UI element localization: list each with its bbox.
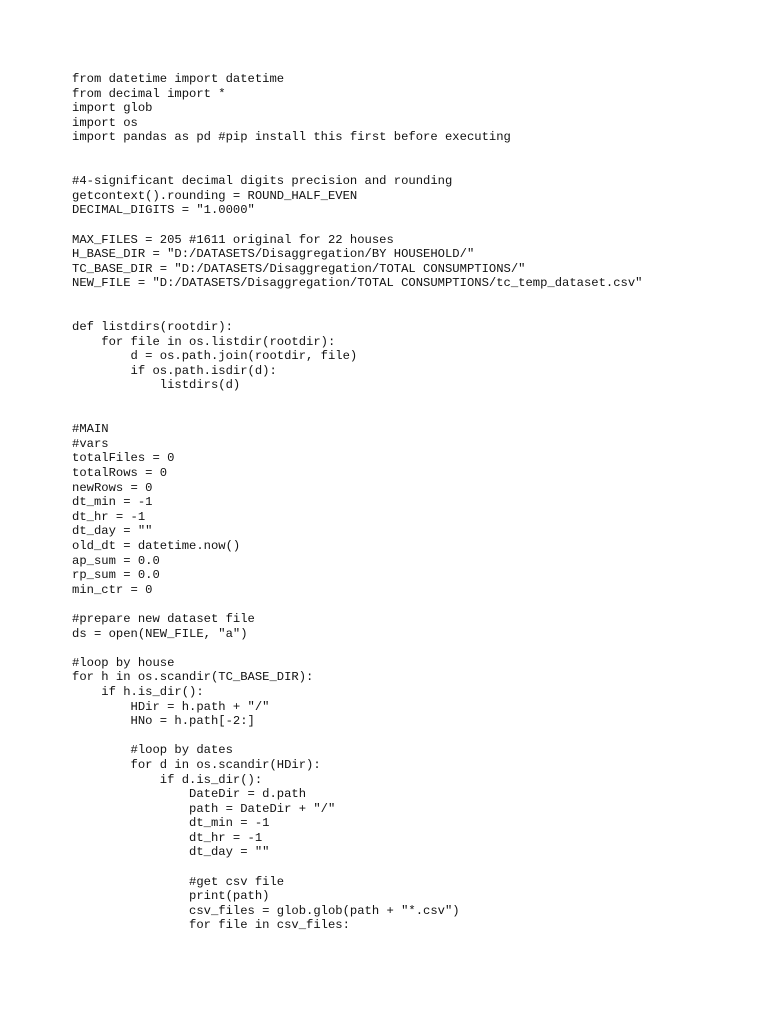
code-line: path = DateDir + "/" <box>72 801 336 816</box>
code-line: from datetime import datetime <box>72 72 285 86</box>
code-line: min_ctr = 0 <box>72 582 153 597</box>
code-line: old_dt = datetime.now() <box>72 539 241 553</box>
code-line: ap_sum = 0.0 <box>72 553 160 568</box>
code-line: if h.is_dir(): <box>72 684 204 699</box>
code-line: DECIMAL_DIGITS = "1.0000" <box>72 203 255 218</box>
code-line: dt_min = -1 <box>72 495 153 510</box>
code-line: getcontext().rounding = ROUND_HALF_EVEN <box>72 188 358 203</box>
code-line <box>72 729 642 744</box>
code-line: for file in csv_files: <box>72 918 350 933</box>
code-line: def listdirs(rootdir): <box>72 320 233 335</box>
code-line: dt_hr = -1 <box>72 830 263 845</box>
code-line: #MAIN <box>72 422 109 437</box>
code-line: if os.path.isdir(d): <box>72 363 277 378</box>
code-line: HDir = h.path + "/" <box>72 699 270 714</box>
code-line: #prepare new dataset file <box>72 611 255 626</box>
code-line: dt_day = "" <box>72 524 153 539</box>
code-line: H_BASE_DIR = "D:/DATASETS/Disaggregation/BY HOUSEHOLD/" <box>72 247 475 262</box>
code-line: totalFiles = 0 <box>72 451 175 466</box>
code-line: MAX_FILES = 205 #1611 original for 22 houses <box>72 232 394 247</box>
code-line <box>72 860 642 875</box>
code-line: #loop by dates <box>72 743 233 758</box>
code-line <box>72 393 642 408</box>
code-line <box>72 291 642 306</box>
code-line: TC_BASE_DIR = "D:/DATASETS/Disaggregation/TOTAL CONSUMPTIONS/" <box>72 261 526 276</box>
code-line: NEW_FILE = "D:/DATASETS/Disaggregation/TOTAL CONSUMPTIONS/tc_temp_dataset.csv" <box>72 276 643 291</box>
code-line: import pandas as pd #pip install this first before executing <box>72 130 511 145</box>
code-line: csv_files = glob.glob(path + "*.csv") <box>72 903 460 918</box>
code-line: for d in os.scandir(HDir): <box>72 757 321 772</box>
code-line: dt_min = -1 <box>72 816 270 831</box>
code-line: for h in os.scandir(TC_BASE_DIR): <box>72 670 314 685</box>
code-listing <box>72 72 642 933</box>
code-line: HNo = h.path[-2:] <box>72 714 255 729</box>
code-line: #get csv file <box>72 874 285 889</box>
code-line: newRows = 0 <box>72 480 153 495</box>
code-line: listdirs(d) <box>72 378 241 393</box>
code-line: DateDir = d.path <box>72 787 307 802</box>
code-line <box>72 597 642 612</box>
code-line: import glob <box>72 101 153 116</box>
code-line: if d.is_dir(): <box>72 772 263 787</box>
code-line: import os <box>72 115 138 130</box>
code-line: print(path) <box>72 889 270 904</box>
code-line <box>72 641 642 656</box>
code-line: #4-significant decimal digits precision and rounding <box>72 174 453 189</box>
code-line: for file in os.listdir(rootdir): <box>72 334 336 349</box>
code-line <box>72 408 642 423</box>
code-line: d = os.path.join(rootdir, file) <box>72 349 358 364</box>
code-line: ds = open(NEW_FILE, "a") <box>72 626 248 641</box>
code-line <box>72 218 642 233</box>
code-line <box>72 145 642 160</box>
code-line: totalRows = 0 <box>72 466 168 481</box>
code-line <box>72 306 642 321</box>
code-line: rp_sum = 0.0 <box>72 568 160 583</box>
code-line: #vars <box>72 436 109 451</box>
code-line: #loop by house <box>72 655 175 670</box>
code-line: dt_hr = -1 <box>72 509 146 524</box>
code-line: from decimal import * <box>72 86 226 101</box>
code-line: dt_day = "" <box>72 845 270 860</box>
code-line <box>72 160 642 175</box>
